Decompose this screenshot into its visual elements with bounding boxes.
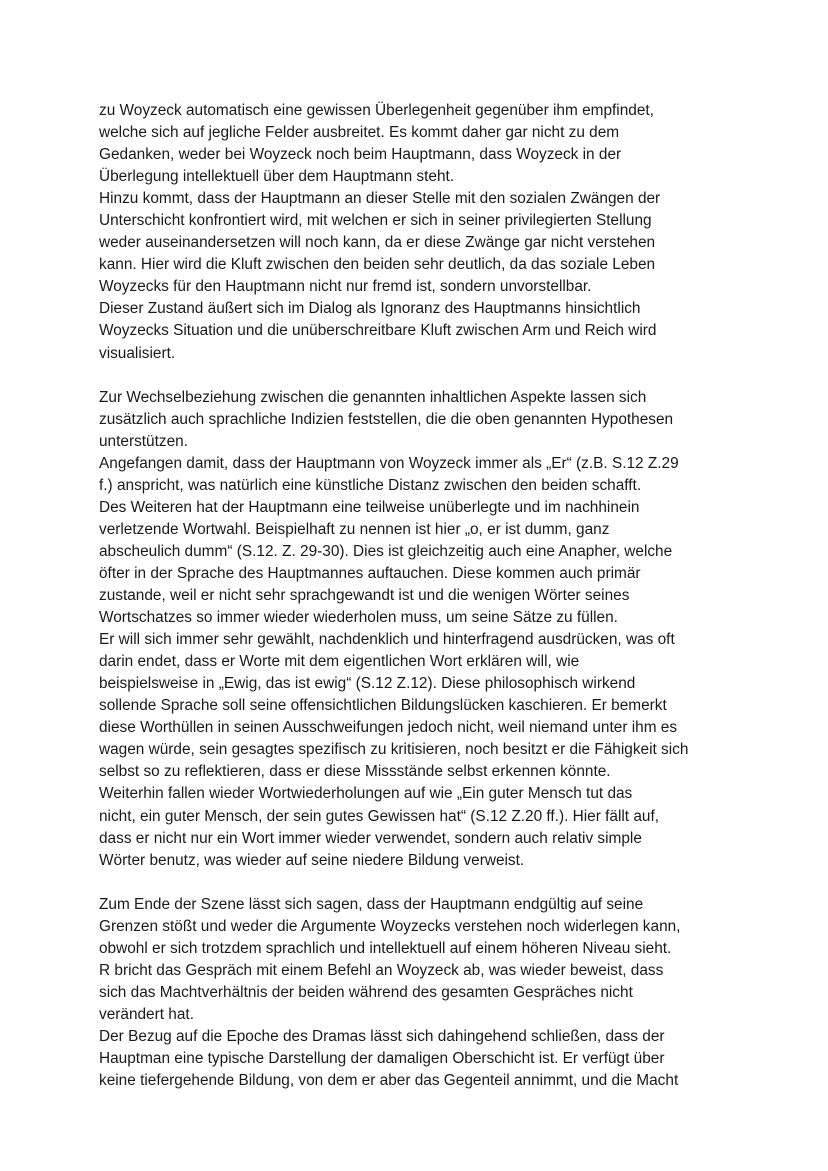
text-line: keine tiefergehende Bildung, von dem er aber das Gegenteil annimmt, und die Macht [99,1072,679,1090]
text-line: wagen würde, sein gesagtes spezifisch zu kritisieren, noch besitzt er die Fähigkeit sich [99,741,689,759]
text-line: Hinzu kommt, dass der Hauptmann an dieser Stelle mit den sozialen Zwängen der [99,190,661,208]
text-line: Des Weiteren hat der Hauptmann eine teilweise unüberlegte und im nachhinein [99,498,640,516]
text-line: Weiterhin fallen wieder Wortwiederholungen auf wie „Ein guter Mensch tut das [99,785,633,803]
text-line: verändert hat. [99,1005,194,1023]
text-line: Zum Ende der Szene lässt sich sagen, dass der Hauptmann endgültig auf seine [99,895,644,913]
paragraph-spacer [99,872,739,894]
text-line: zu Woyzeck automatisch eine gewissen Überlegenheit gegenüber ihm empfindet, [99,102,654,119]
text-line: Unterschicht konfrontiert wird, mit welchen er sich in seiner privilegierten Stellung [99,212,652,230]
text-line: f.) anspricht, was natürlich eine künstliche Distanz zwischen den beiden schafft. [99,476,642,494]
text-line: darin endet, dass er Worte mit dem eigentlichen Wort erklären will, wie [99,653,580,671]
text-line: Gedanken, weder bei Woyzeck noch beim Hauptmann, dass Woyzeck in der [99,146,622,164]
text-line: sollende Sprache soll seine offensichtlichen Bildungslücken kaschieren. Er bemerkt [99,697,667,715]
text-line: zusätzlich auch sprachliche Indizien feststellen, die die oben genannten Hypothesen [99,410,674,428]
text-line: unterstützen. [99,432,188,450]
text-line: Angefangen damit, dass der Hauptmann von Woyzeck immer als „Er“ (z.B. S.12 Z.29 [99,454,679,472]
paragraph-3 [99,894,739,1092]
text-line: Woyzecks für den Hauptmann nicht nur fremd ist, sondern unvorstellbar. [99,278,592,296]
document-page [99,100,739,1092]
text-line: Überlegung intellektuell über dem Hauptmann steht. [99,168,455,186]
text-line: weder auseinandersetzen will noch kann, da er diese Zwänge gar nicht verstehen [99,234,656,252]
text-line: obwohl er sich trotzdem sprachlich und intellektuell auf einem höheren Niveau sieht. [99,939,672,957]
text-line: dass er nicht nur ein Wort immer wieder verwendet, sondern auch relativ simple [99,829,642,847]
text-line: welche sich auf jegliche Felder ausbreitet. Es kommt daher gar nicht zu dem [99,124,620,142]
text-line: Hauptman eine typische Darstellung der damaligen Oberschicht ist. Er verfügt über [99,1050,665,1068]
text-line: kann. Hier wird die Kluft zwischen den beiden sehr deutlich, da das soziale Leben [99,256,656,274]
text-line: nicht, ein guter Mensch, der sein gutes Gewissen hat“ (S.12 Z.20 ff.). Hier fällt auf, [99,807,660,825]
text-line: Dieser Zustand äußert sich im Dialog als Ignoranz des Hauptmanns hinsichtlich [99,300,641,318]
text-line: öfter in der Sprache des Hauptmannes auftauchen. Diese kommen auch primär [99,564,641,582]
text-line: zustande, weil er nicht sehr sprachgewandt ist und die wenigen Wörter seines [99,587,630,605]
text-line: selbst so zu reflektieren, dass er diese Missstände selbst erkennen könnte. [99,763,611,781]
text-line: Der Bezug auf die Epoche des Dramas lässt sich dahingehend schließen, dass der [99,1027,665,1045]
text-line: Woyzecks Situation und die unüberschreitbare Kluft zwischen Arm und Reich wird [99,322,657,340]
text-line: abscheulich dumm“ (S.12. Z. 29-30). Dies ist gleichzeitig auch eine Anapher, welche [99,542,673,560]
text-line: R bricht das Gespräch mit einem Befehl an Woyzeck ab, was wieder beweist, dass [99,961,664,979]
text-line: diese Worthüllen in seinen Ausschweifungen jedoch nicht, weil niemand unter ihm es [99,719,678,737]
text-line: Er will sich immer sehr gewählt, nachdenklich und hinterfragend ausdrücken, was oft [99,631,675,649]
text-line: Wortschatzes so immer wieder wiederholen muss, um seine Sätze zu füllen. [99,609,618,627]
paragraph-1 [99,100,739,365]
text-line: Wörter benutz, was wieder auf seine niedere Bildung verweist. [99,851,525,869]
paragraph-2 [99,387,739,872]
text-line: Grenzen stößt und weder die Argumente Woyzecks verstehen noch widerlegen kann, [99,917,681,935]
text-line: Zur Wechselbeziehung zwischen die genannten inhaltlichen Aspekte lassen sich [99,388,647,406]
text-line: sich das Machtverhältnis der beiden während des gesamten Gespräches nicht [99,983,633,1001]
paragraph-spacer [99,365,739,387]
text-line: verletzende Wortwahl. Beispielhaft zu nennen ist hier „o, er ist dumm, ganz [99,520,610,538]
text-line: visualisiert. [99,344,176,362]
text-line: beispielsweise in „Ewig, das ist ewig“ (S.12 Z.12). Diese philosophisch wirkend [99,675,636,693]
